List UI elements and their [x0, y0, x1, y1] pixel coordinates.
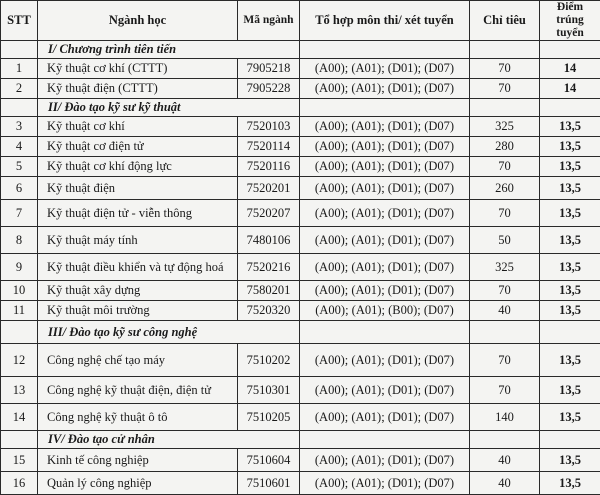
- cell-stt: 6: [1, 177, 38, 200]
- cell-quota: 40: [470, 449, 540, 472]
- cell-combo: (A00); (A01); (D01); (D07): [300, 157, 470, 177]
- table-row: [1, 200, 600, 227]
- cell-score: 13,5: [540, 404, 600, 431]
- header-code: Mã ngành: [238, 1, 300, 41]
- cell-major: Kỹ thuật điện: [38, 177, 238, 200]
- cell-code: 7510205: [238, 404, 300, 431]
- cell-score: 13,5: [540, 227, 600, 254]
- cell-stt: 1: [1, 59, 38, 79]
- cell-stt: 10: [1, 281, 38, 301]
- cell-code: 7905218: [238, 59, 300, 79]
- cell-code: 7520201: [238, 177, 300, 200]
- cell-quota: 40: [470, 472, 540, 495]
- cell-score: 13,5: [540, 301, 600, 321]
- cell-score: 14: [540, 79, 600, 99]
- cell-combo: (A00); (A01); (D01); (D07): [300, 344, 470, 377]
- cell-stt: 13: [1, 377, 38, 404]
- cell-major: Kỹ thuật cơ khí: [38, 117, 238, 137]
- cell-combo: (A00); (A01); (D01); (D07): [300, 79, 470, 99]
- cell-score: 13,5: [540, 449, 600, 472]
- cell-code: 7580201: [238, 281, 300, 301]
- cell-major: Kỹ thuật máy tính: [38, 227, 238, 254]
- cell-combo: (A00); (A01); (B00); (D07): [300, 301, 470, 321]
- table-row: [1, 79, 600, 99]
- section-title: IV/ Đào tạo cử nhân: [38, 431, 300, 449]
- cell-stt: 3: [1, 117, 38, 137]
- cell-score: 13,5: [540, 157, 600, 177]
- cell-major: Kỹ thuật điều khiển và tự động hoá: [38, 254, 238, 281]
- table-row: [1, 117, 600, 137]
- table-row: [1, 59, 600, 79]
- cell-stt: 14: [1, 404, 38, 431]
- cell-combo: (A00); (A01); (D01); (D07): [300, 227, 470, 254]
- cell-code: 7520207: [238, 200, 300, 227]
- table-row: [1, 404, 600, 431]
- cell-code: 7520103: [238, 117, 300, 137]
- cell-major: Kỹ thuật môi trường: [38, 301, 238, 321]
- table-row: [1, 377, 600, 404]
- cell-stt: 15: [1, 449, 38, 472]
- cell-quota: 40: [470, 301, 540, 321]
- cell-code: 7520114: [238, 137, 300, 157]
- cell-stt: 9: [1, 254, 38, 281]
- cell-combo: (A00); (A01); (D01); (D07): [300, 281, 470, 301]
- cell-major: Kỹ thuật điện tử - viễn thông: [38, 200, 238, 227]
- cell-stt: 4: [1, 137, 38, 157]
- table-header-row: [1, 1, 600, 41]
- cell-quota: 325: [470, 254, 540, 281]
- section-row: [1, 321, 600, 344]
- table-row: [1, 177, 600, 200]
- table-row: [1, 254, 600, 281]
- table-row: [1, 344, 600, 377]
- cell-code: 7510202: [238, 344, 300, 377]
- section-row: [1, 99, 600, 117]
- cell-major: Công nghệ chế tạo máy: [38, 344, 238, 377]
- cell-combo: (A00); (A01); (D01); (D07): [300, 117, 470, 137]
- cell-code: 7510604: [238, 449, 300, 472]
- cell-score: 13,5: [540, 281, 600, 301]
- cell-score: 13,5: [540, 472, 600, 495]
- cell-combo: (A00); (A01); (D01); (D07): [300, 377, 470, 404]
- cell-quota: 325: [470, 117, 540, 137]
- cell-major: Kỹ thuật điện (CTTT): [38, 79, 238, 99]
- cell-stt: 8: [1, 227, 38, 254]
- cell-stt: 7: [1, 200, 38, 227]
- cell-code: 7480106: [238, 227, 300, 254]
- cell-score: 13,5: [540, 200, 600, 227]
- cell-code: 7510301: [238, 377, 300, 404]
- cell-quota: 70: [470, 200, 540, 227]
- cell-stt: 2: [1, 79, 38, 99]
- table-row: [1, 137, 600, 157]
- header-combo: Tổ hợp môn thi/ xét tuyển: [300, 1, 470, 41]
- cell-score: 13,5: [540, 377, 600, 404]
- cell-major: Kỹ thuật xây dựng: [38, 281, 238, 301]
- cell-score: 13,5: [540, 137, 600, 157]
- cell-combo: (A00); (A01); (D01); (D07): [300, 177, 470, 200]
- cell-score: 13,5: [540, 117, 600, 137]
- cell-code: 7905228: [238, 79, 300, 99]
- header-score: Điểm trúng tuyển: [540, 1, 600, 41]
- cell-major: Kinh tế công nghiệp: [38, 449, 238, 472]
- section-title: II/ Đào tạo kỹ sư kỹ thuật: [38, 99, 300, 117]
- table-row: [1, 157, 600, 177]
- section-row: [1, 41, 600, 59]
- table-row: [1, 227, 600, 254]
- section-row: [1, 431, 600, 449]
- cell-major: Quản lý công nghiệp: [38, 472, 238, 495]
- cell-code: 7510601: [238, 472, 300, 495]
- section-title: I/ Chương trình tiên tiến: [38, 41, 300, 59]
- cell-score: 14: [540, 59, 600, 79]
- cell-combo: (A00); (A01); (D01); (D07): [300, 449, 470, 472]
- cell-code: 7520116: [238, 157, 300, 177]
- header-stt: STT: [1, 1, 38, 41]
- cell-combo: (A00); (A01); (D01); (D07): [300, 472, 470, 495]
- cell-major: Công nghệ kỹ thuật điện, điện tử: [38, 377, 238, 404]
- table-row: [1, 449, 600, 472]
- cell-score: 13,5: [540, 254, 600, 281]
- cell-quota: 70: [470, 79, 540, 99]
- cell-quota: 50: [470, 227, 540, 254]
- cell-stt: 11: [1, 301, 38, 321]
- header-quota: Chỉ tiêu: [470, 1, 540, 41]
- cell-combo: (A00); (A01); (D01); (D07): [300, 404, 470, 431]
- table-row: [1, 281, 600, 301]
- cell-combo: (A00); (A01); (D01); (D07): [300, 200, 470, 227]
- cell-quota: 70: [470, 344, 540, 377]
- cell-major: Công nghệ kỹ thuật ô tô: [38, 404, 238, 431]
- cell-quota: 70: [470, 59, 540, 79]
- cell-major: Kỹ thuật cơ khí (CTTT): [38, 59, 238, 79]
- cell-stt: 12: [1, 344, 38, 377]
- cell-combo: (A00); (A01); (D01); (D07): [300, 254, 470, 281]
- header-major: Ngành học: [38, 1, 238, 41]
- cell-major: Kỹ thuật cơ điện tử: [38, 137, 238, 157]
- table-row: [1, 301, 600, 321]
- cell-stt: 5: [1, 157, 38, 177]
- cell-score: 13,5: [540, 344, 600, 377]
- cell-combo: (A00); (A01); (D01); (D07): [300, 137, 470, 157]
- cell-quota: 280: [470, 137, 540, 157]
- cell-code: 7520216: [238, 254, 300, 281]
- cell-code: 7520320: [238, 301, 300, 321]
- cell-quota: 260: [470, 177, 540, 200]
- cell-quota: 70: [470, 377, 540, 404]
- cell-quota: 70: [470, 157, 540, 177]
- cell-major: Kỹ thuật cơ khí động lực: [38, 157, 238, 177]
- cell-combo: (A00); (A01); (D01); (D07): [300, 59, 470, 79]
- cell-quota: 140: [470, 404, 540, 431]
- section-title: III/ Đào tạo kỹ sư công nghệ: [38, 321, 300, 344]
- table-row: [1, 472, 600, 495]
- cell-score: 13,5: [540, 177, 600, 200]
- cell-quota: 70: [470, 281, 540, 301]
- cell-stt: 16: [1, 472, 38, 495]
